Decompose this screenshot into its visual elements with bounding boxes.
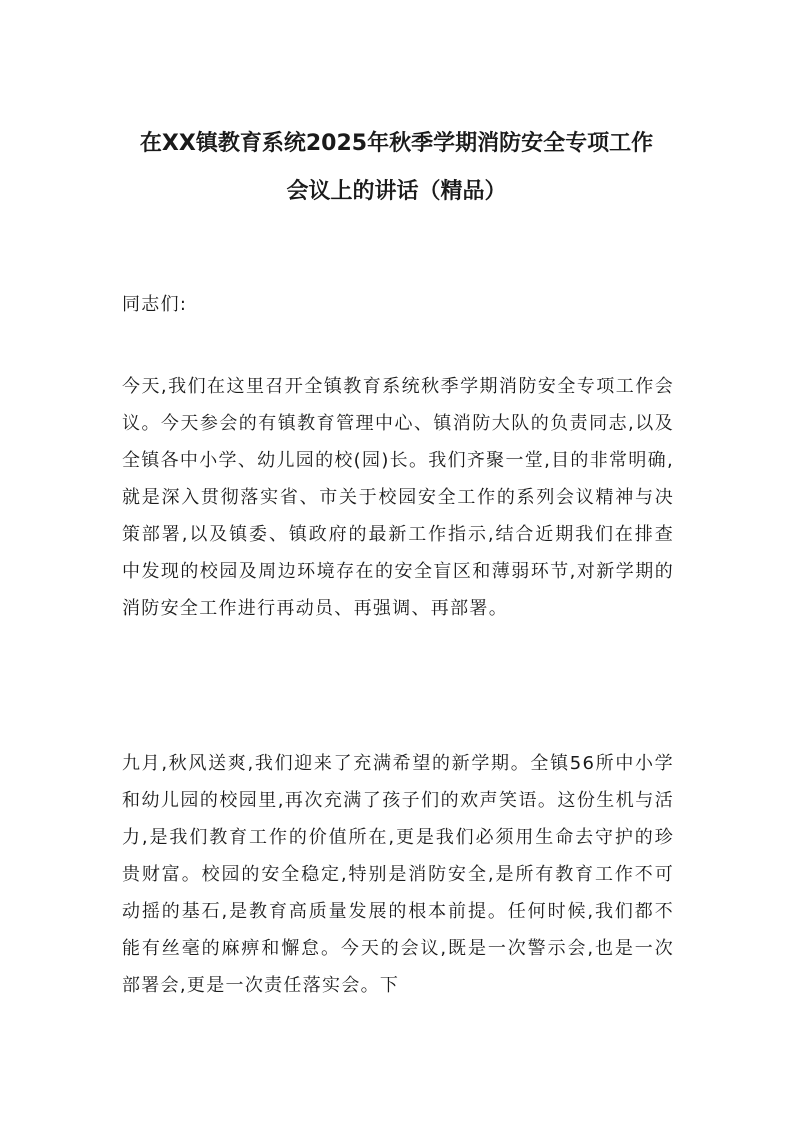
document-title-line-1: 在XX镇教育系统2025年秋季学期消防安全专项工作: [139, 131, 654, 156]
paragraph-1: 今天,我们在这里召开全镇教育系统秋季学期消防安全专项工作会议。今天参会的有镇教育管理中心、镇消防大队的负责同志,以及全镇各中小学、幼儿园的校(园)长。我们齐聚一堂,目的非常明确,就是深入贯彻落实省、市关于校园安全工作的系列会议精神与决策部署,以及镇委、镇政府的最新工作指示,结合近期我们在排查中发现的校园及周边环境存在的安全盲区和薄弱环节,对新学期的消防安全工作进行再动员、再强调、再部署。: [122, 376, 674, 619]
paragraph-2: 九月,秋风送爽,我们迎来了充满希望的新学期。全镇56所中小学和幼儿园的校园里,再次充满了孩子们的欢声笑语。这份生机与活力,是我们教育工作的价值所在,更是我们必须用生命去守护的珍贵财富。校园的安全稳定,特别是消防安全,是所有教育工作不可动摇的基石,是教育高质量发展的根本前提。任何时候,我们都不能有丝毫的麻痹和懈怠。今天的会议,既是一次警示会,也是一次部署会,更是一次责任落实会。下: [122, 753, 674, 996]
greeting: 同志们:: [122, 294, 188, 315]
document-title-line-2: 会议上的讲话（精品）: [286, 179, 507, 204]
